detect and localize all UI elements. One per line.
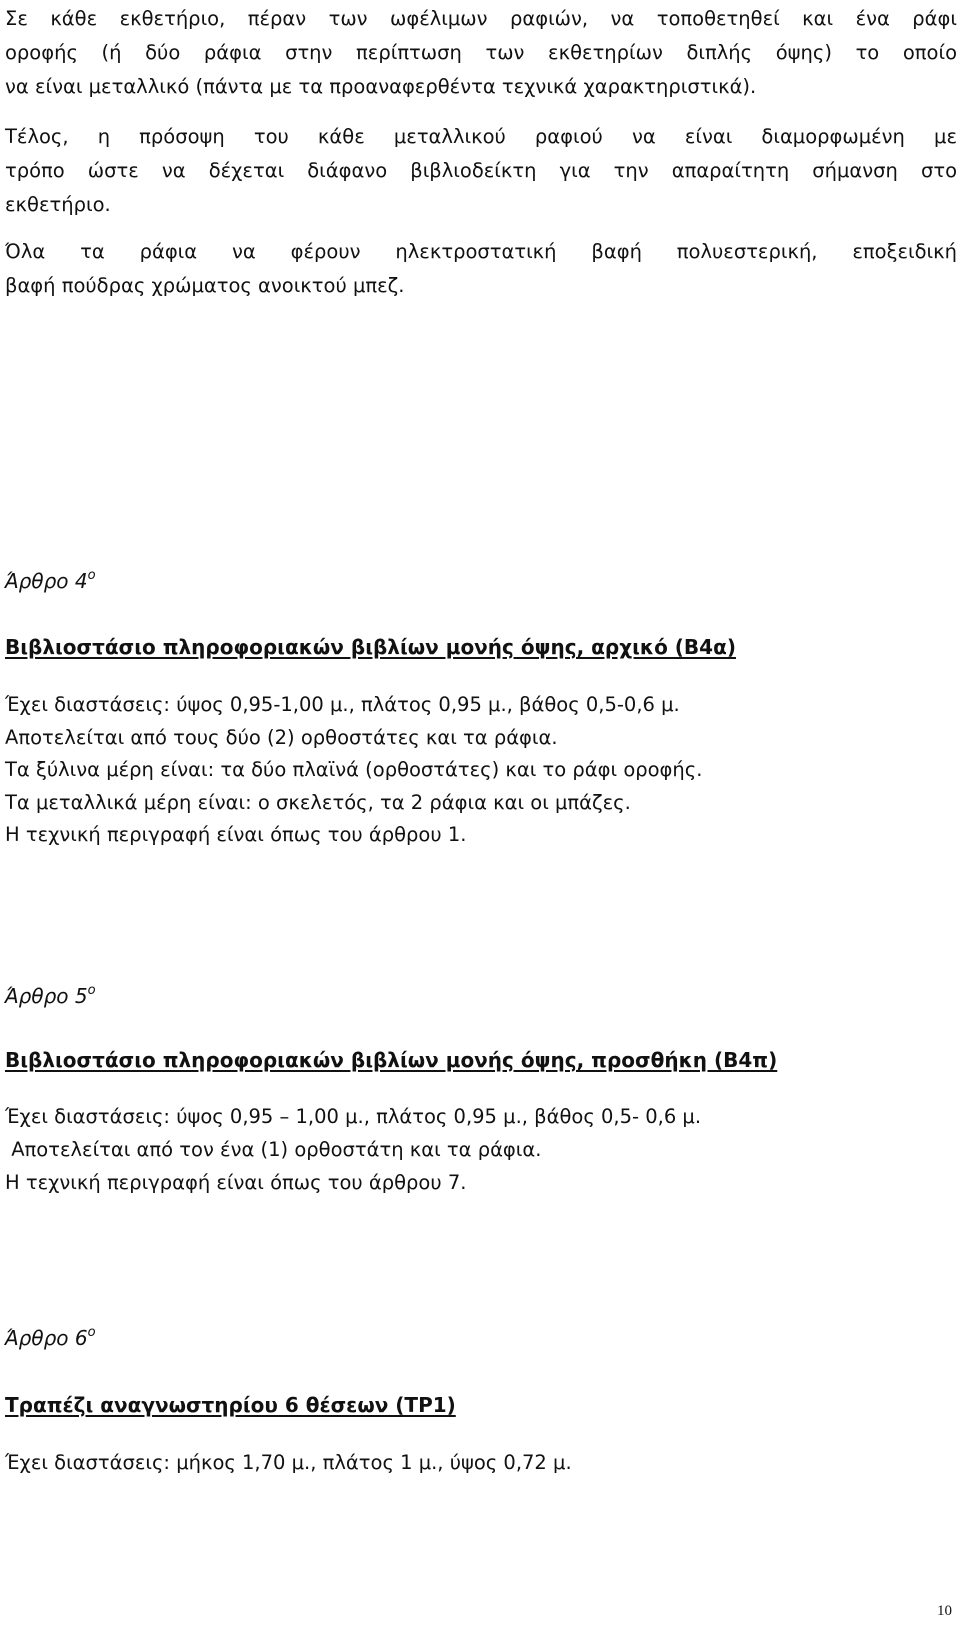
article-5-heading: Βιβλιοστάσιο πληροφοριακών βιβλίων μονής όψης, προσθήκη (Β4π) (5, 1048, 778, 1072)
article-6-line: Έχει διαστάσεις: μήκος 1,70 μ., πλάτος 1 μ., ύψος 0,72 μ. (5, 1451, 572, 1474)
article-5-line: Αποτελείται από τον ένα (1) ορθοστάτη και τα ράφια. (5, 1138, 542, 1161)
article-label-text: Άρθρο 5 (5, 984, 88, 1008)
article-4-line: Έχει διαστάσεις: ύψος 0,95-1,00 μ., πλάτος 0,95 μ., βάθος 0,5-0,6 μ. (5, 693, 680, 716)
article-4-line: Αποτελείται από τους δύο (2) ορθοστάτες και τα ράφια. (5, 726, 558, 749)
ordinal-superscript: ο (87, 568, 96, 583)
text-line: Τέλος, η πρόσοψη του κάθε μεταλλικού ραφιού να είναι διαμορφωμένη με (5, 125, 957, 148)
article-5-line: Η τεχνική περιγραφή είναι όπως του άρθρου 7. (5, 1171, 467, 1194)
article-4-line: Η τεχνική περιγραφή είναι όπως του άρθρου 1. (5, 823, 467, 846)
text-line: να είναι μεταλλικό (πάντα με τα προαναφερθέντα τεχνικά χαρακτηριστικά). (5, 75, 757, 98)
intro-paragraph-1 (5, 2, 957, 104)
intro-paragraph-3 (5, 235, 957, 303)
article-5-label (5, 983, 96, 1008)
text-line: βαφή πούδρας χρώματος ανοικτού μπεζ. (5, 274, 405, 297)
text-line: Σε κάθε εκθετήριο, πέραν των ωφέλιμων ραφιών, να τοποθετηθεί και ένα ράφι (5, 7, 957, 30)
text-line: Όλα τα ράφια να φέρουν ηλεκτροστατική βαφή πολυεστερική, εποξειδική (5, 240, 957, 263)
text-line: εκθετήριο. (5, 193, 111, 216)
intro-paragraph-2 (5, 120, 957, 222)
ordinal-superscript: ο (87, 983, 96, 998)
text-line: οροφής (ή δύο ράφια στην περίπτωση των εκθετηρίων διπλής όψης) το οποίο (5, 41, 957, 64)
text-line: τρόπο ώστε να δέχεται διάφανο βιβλιοδείκτη για την απαραίτητη σήμανση στο (5, 159, 957, 182)
article-4-heading: Βιβλιοστάσιο πληροφοριακών βιβλίων μονής όψης, αρχικό (Β4α) (5, 635, 736, 659)
page-number: 10 (937, 1603, 952, 1619)
article-label-text: Άρθρο 4 (5, 569, 88, 593)
article-4-label (5, 568, 96, 593)
article-6-heading: Τραπέζι αναγνωστηρίου 6 θέσεων (ΤΡ1) (5, 1393, 456, 1417)
article-6-label (5, 1325, 96, 1350)
article-label-text: Άρθρο 6 (5, 1326, 88, 1350)
article-5-line: Έχει διαστάσεις: ύψος 0,95 – 1,00 μ., πλάτος 0,95 μ., βάθος 0,5- 0,6 μ. (5, 1105, 702, 1128)
article-4-line: Τα μεταλλικά μέρη είναι: ο σκελετός, τα 2 ράφια και οι μπάζες. (5, 791, 631, 814)
article-4-line: Τα ξύλινα μέρη είναι: τα δύο πλαϊνά (ορθοστάτες) και το ράφι οροφής. (5, 758, 703, 781)
ordinal-superscript: ο (87, 1325, 96, 1340)
